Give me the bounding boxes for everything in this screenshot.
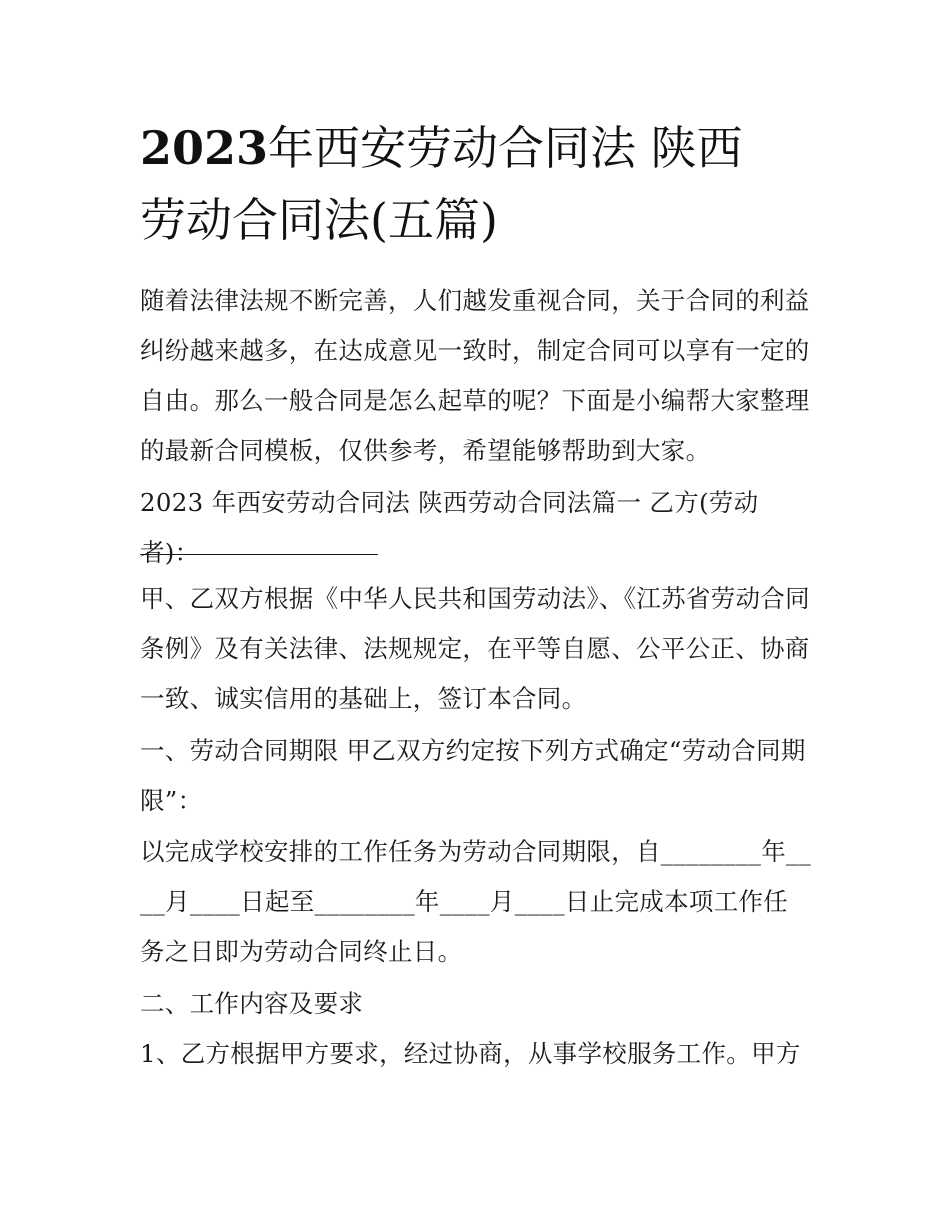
basis-paragraph: 甲、乙双方根据《中华人民共和国劳动法》、《江苏省劳动合同条例》及有关法律、法规规定，在平等自愿、公平公正、协商一致、诚实信用的基础上，签订本合同。 — [140, 584, 810, 713]
title-line2-text: 劳动合同法(五篇) — [140, 193, 498, 247]
title-year: 2023 — [140, 121, 269, 175]
section-heading: 2023 年西安劳动合同法 陕西劳动合同法篇一 乙方(劳动者)： — [140, 488, 759, 567]
title-line1-text: 年西安劳动合同法 陕西 — [268, 121, 743, 175]
intro-paragraph: 随着法律法规不断完善，人们越发重视合同，关于合同的利益纠纷越来越多，在达成意见一致时，制定合同可以享有一定的自由。那么一般合同是怎么起草的呢？下面是小编帮大家整理的最新合同模板，仅供参考，希望能够帮助到大家。 — [140, 286, 810, 465]
signature-blank-line — [140, 554, 378, 555]
clause1-heading: 一、劳动合同期限 甲乙双方约定按下列方式确定“劳动合同期限”： — [140, 736, 806, 815]
clause2-item1: 1、乙方根据甲方要求，经过协商，从事学校服务工作。甲方 — [140, 1039, 801, 1068]
document-title — [140, 112, 820, 256]
clause1-text: 以完成学校安排的工作任务为劳动合同期限，自________年____月____日起至________年____月____日止完成本项工作任务之日即为劳动合同终止日。 — [140, 837, 812, 966]
clause2-heading: 二、工作内容及要求 — [140, 989, 364, 1018]
